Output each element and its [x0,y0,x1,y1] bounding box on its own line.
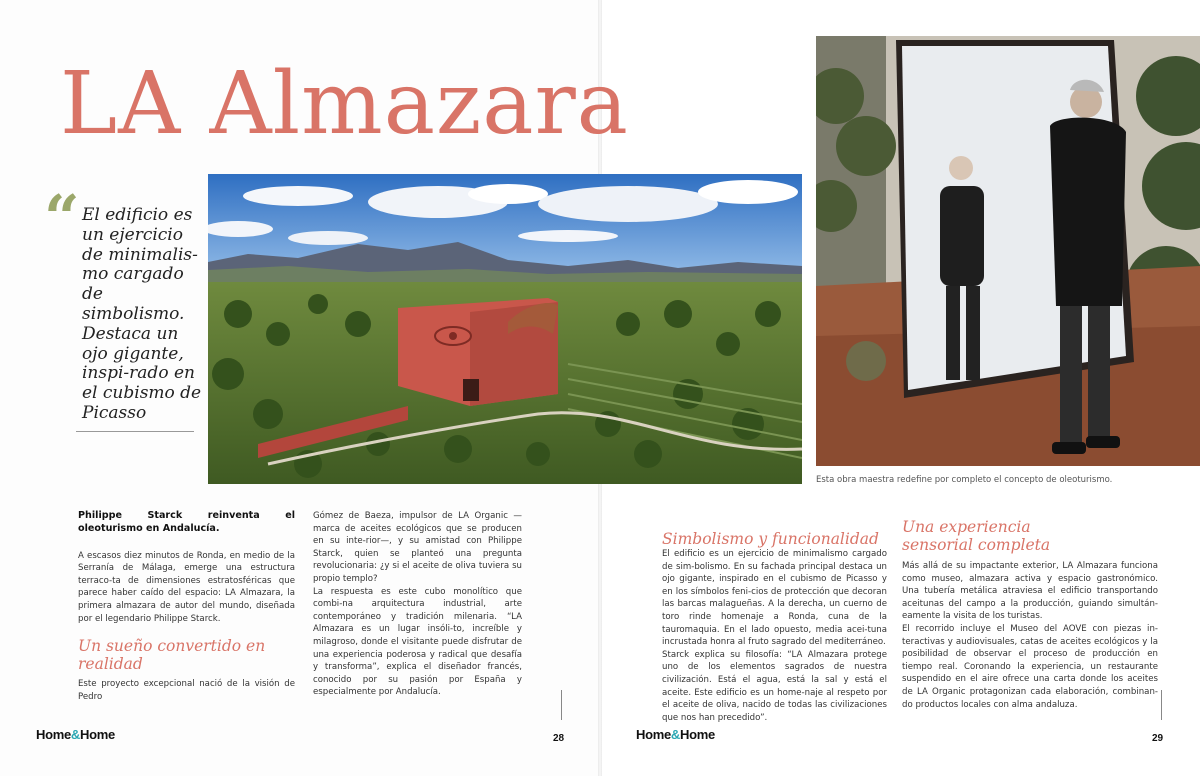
left-column-1 [78,510,295,625]
body-paragraph: Gómez de Baeza, impulsor de LA Organic —marca de aceites ecológicos que se producen en su inte-rior—, y su amistad con Philippe Starck, quien se planteó una pregunta revolucionaria: ¿y si el aceite de oliva tuviera su propio templo? [313,511,522,584]
right-column-2 [902,560,1158,711]
starck-mirror-photo [816,36,1200,466]
footer-rule [561,690,562,720]
body-paragraph: A escasos diez minutos de Ronda, en medio de la Serranía de Málaga, emerge una estructura terraco-ta de dimensiones estratosféricas que parece haber caído del espacio: LA Almazara, la primera almazara de autor del mundo, diseñada por el legendario Philippe Starck. [78,550,295,624]
subheading-simbolismo: Simbolismo y funcionalidad [662,530,879,548]
body-paragraph: El recorrido incluye el Museo del AOVE con piezas in-teractivas y audiovisuales, catas de aceites ecológicos y la posibilidad de observar el proceso de producción en tiempo real. Coronando la experiencia, un restaurante suspendido en el aire ofrece una carta donde los aceites de LA Organic protagonizan cada elaboración, combinan-do productos locales con alma andaluza. [902,623,1158,710]
page-number: 29 [1152,733,1164,744]
quote-mark-icon: “ [44,181,80,254]
lead-paragraph: Philippe Starck reinventa el oleoturismo en Andalucía. [78,510,295,534]
body-paragraph: La respuesta es este cubo monolítico que combi-na arquitectura industrial, arte contemporáneo y tradición milenaria. “LA Almazara es un lugar insóli-to, increíble y milagroso, donde el visitante puede disfrutar de una experiencia poderosa y radical que desafía y transforma”, explica el diseñador francés, conocido por su pasión por España y especialmente por Andalucía. [313,586,522,698]
body-paragraph: Más allá de su impactante exterior, LA Almazara funciona como museo, almazara activa y espacio gastronómico. Una tubería metálica atraviesa el edificio transportando aceitunas del campo a la producción, guiando simultán-eamente la visita de los turistas. [902,561,1158,622]
pull-quote: El edificio es un ejercicio de minimalis-mo cargado de simbolismo. Destaca un ojo gigante, inspi-rado en el cubismo de Picasso [82,205,202,423]
body-paragraph: Este proyecto excepcional nació de la visión de Pedro [78,679,295,702]
footer-rule [1161,690,1162,720]
magazine-logo: Home&Home [636,727,715,742]
subheading-sueno: Un sueño convertido en realidad [78,637,266,673]
photo-caption: Esta obra maestra redefine por completo el concepto de oleoturismo. [816,475,1113,485]
right-column-1 [662,548,887,724]
body-paragraph: El edificio es un ejercicio de minimalismo cargado de sim-bolismo. En su fachada principal destaca un ojo gigante, inspirado en el cubismo de Picasso y en los símbolos feni-cios de protección que decoran las barcas malagueñas. A la derecha, un cuerno de toro rinde homenaje a Ronda, cuna de la tauromaquia. En el lado opuesto, media acei-tuna incrustada honra al fruto sagrado del mediterráneo. [662,549,887,648]
article-title: LA Almazara [60,54,629,154]
subheading-experiencia: Una experiencia sensorial completa [902,518,1051,554]
page-number: 28 [553,733,565,744]
building-landscape-photo [208,174,802,484]
left-column-2 [313,510,522,699]
magazine-logo: Home&Home [36,727,115,742]
pull-quote-divider [76,431,194,432]
body-paragraph: Starck explica su filosofía: “LA Almazara protege uno de los elementos sagrados de nuestra civilización. Está el agua, está la sal y está el aceite. Este edificio es un home-naje al respeto por el aceite de oliva, nacido de todas las civilizaciones que nos han precedido”. [662,649,887,723]
